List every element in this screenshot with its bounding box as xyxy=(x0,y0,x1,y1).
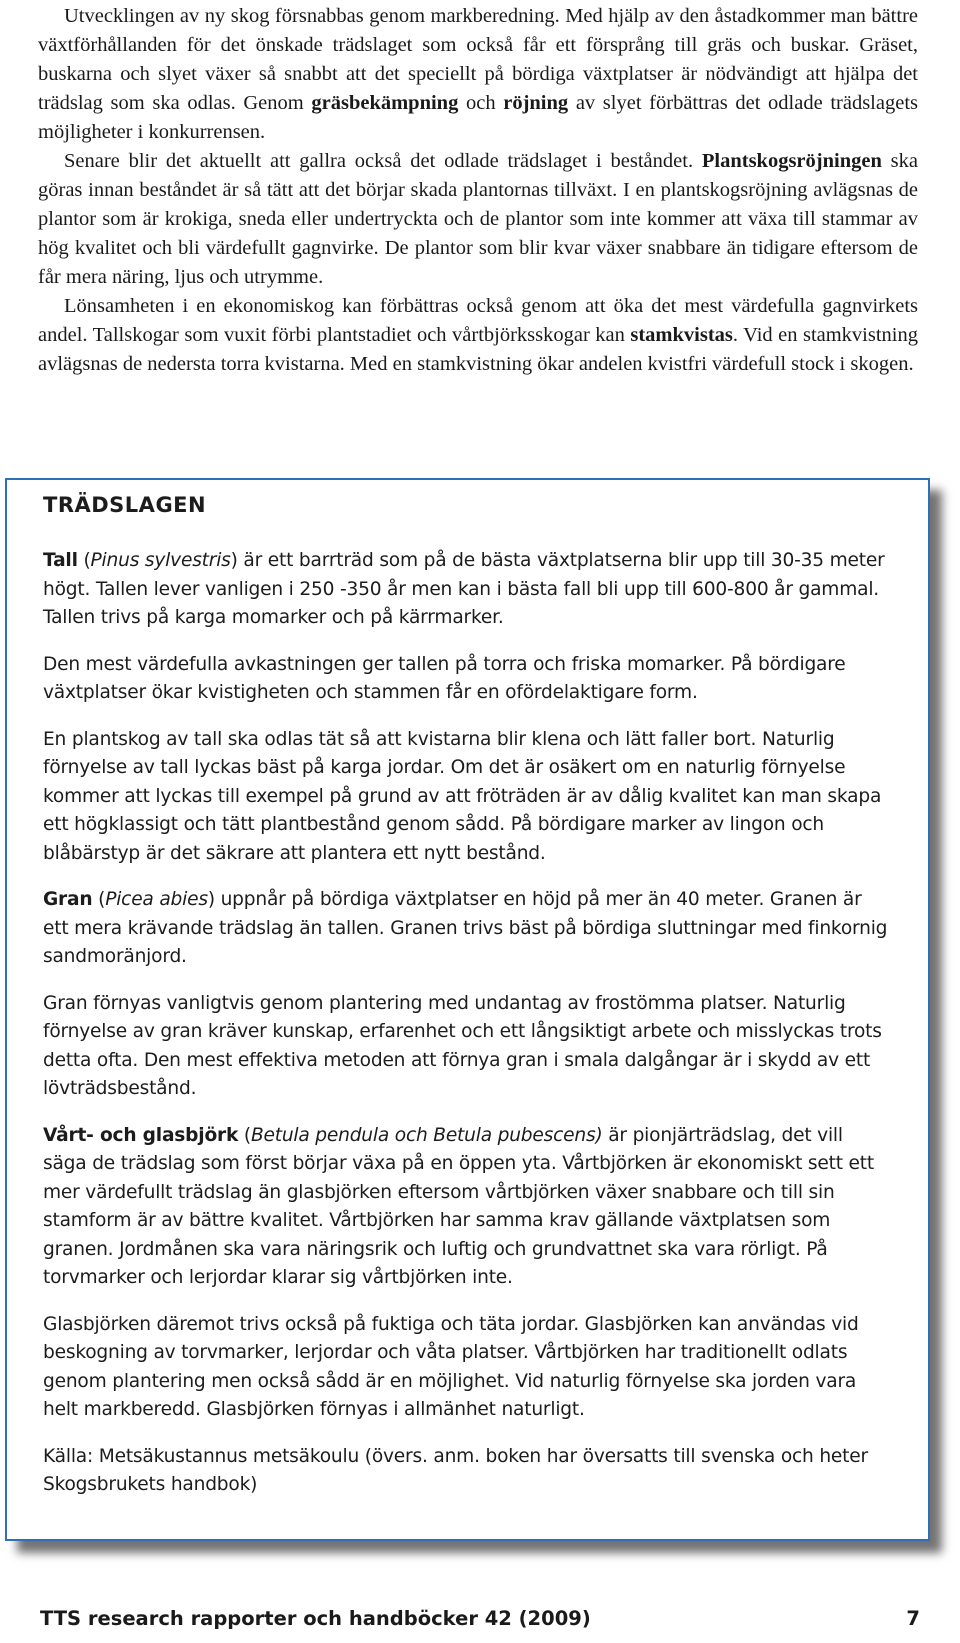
tree-species-box xyxy=(5,478,930,1541)
page-number: 7 xyxy=(906,1607,920,1630)
footer-title: TTS research rapporter och handböcker 42 (2009) xyxy=(40,1607,591,1630)
bjork-intro: Vårt- och glasbjörk (Betula pendula och Betula pubescens) är pionjärträdslag, det vill säga de trädslag som först börjar växa på en öppen yta. Vårtbjörken är ekonomiskt sett ett mer värdefullt trädslag än glasbjörken eftersom vårtbjörken växer snabbare och till sin stamform är av bättre kvalitet. Vårtbjörken har samma krav gällande växtplatsen som granen. Jordmånen ska vara näringsrik och luftig och grundvattnet ska vara rörligt. På torvmarker och lerjordar klarar sig vårtbjörken inte. xyxy=(43,1124,874,1288)
paragraph-stamkvistning: Lönsamheten i en ekonomiskog kan förbättras också genom att öka det mest värdefulla gagnvirkets andel. Tallskogar som vuxit förbi plantstadiet och vårtbjörksskogar kan stamkvistas. Vid en stamkvistning avlägsnas de nedersta torra kvistarna. Med en stamkvistning ökar andelen kvistfri värdefull stock i skogen. xyxy=(38,295,918,375)
tall-intro: Tall (Pinus sylvestris) är ett barrträd som på de bästa växtplatserna blir upp till 30-35 meter högt. Tallen lever vanligen i 250 -350 år men kan i bästa fall bli upp till 600-800 år gammal. Tallen trivs på karga momarker och på kärrmarker. xyxy=(43,550,885,628)
box-title: TRÄDSLAGEN xyxy=(43,493,207,517)
gran-intro: Gran (Picea abies) uppnår på bördiga växtplatser en höjd på mer än 40 meter. Granen är ett mera krävande trädslag än tallen. Granen trivs bäst på bördiga sluttningar med finkornig sandmoränjord. xyxy=(43,889,888,967)
source-note: Källa: Metsäkustannus metsäkoulu (övers. anm. boken har översatts till svenska och heter Skogsbrukets handbok) xyxy=(43,1445,868,1495)
body-text xyxy=(38,2,918,379)
glasbjork-text: Glasbjörken däremot trivs också på fuktiga och täta jordar. Glasbjörken kan användas vid beskogning av torvmarker, lerjordar och våta platser. Vårtbjörken har traditionellt odlats genom plantering men också sådd är en möjlighet. Vid naturlig förnyelse ska jorden vara helt markberedd. Glasbjörken förnyas i allmänhet naturligt. xyxy=(43,1313,859,1420)
tall-regeneration: En plantskog av tall ska odlas tät så att kvistarna blir klena och lätt faller bort. Naturlig förnyelse av tall lyckas bäst på karga jordar. Om det är osäkert om en naturlig förnyelse kommer att lyckas till exempel på grund av att fröträden är av dålig kvalitet kan man skapa ett högklassigt och tätt plantbestånd genom sådd. På bördigare marker av lingon och blåbärstyp är det säkrare att plantera ett nytt bestånd. xyxy=(43,728,882,864)
paragraph-markberedning: Utvecklingen av ny skog försnabbas genom markberedning. Med hjälp av den åstadkommer man bättre växtförhållanden för det önskade trädslaget som också får ett försprång till gräs och buskar. Gräset, buskarna och slyet växer så snabbt att det speciellt på bördiga växtplatser är nödvändigt att hjälpa det trädslag som ska odlas. Genom gräsbekämpning och röjning av slyet förbättras det odlade trädslagets möjligheter i konkurrensen. xyxy=(38,5,919,143)
gran-regeneration: Gran förnyas vanligtvis genom plantering med undantag av frostömma platser. Naturlig förnyelse av gran kräver kunskap, erfarenhet och ett långsiktigt arbete och misslyckas trots detta ofta. Den mest effektiva metoden att förnya gran i smala dalgångar är i skydd av ett lövträdsbestånd. xyxy=(43,992,882,1099)
page-footer xyxy=(40,1607,920,1630)
paragraph-plantskogsrojning: Senare blir det aktuellt att gallra också det odlade trädslaget i beståndet. Plantskogsröjningen ska göras innan beståndet är så tätt att det börjar skada plantornas tillväxt. I en plantskogsröjning avlägsnas de plantor som är krokiga, sneda eller undertryckta och de plantor som inte kommer att växa till stammar av hög kvalitet och bli värdefullt gagnvirke. De plantor som blir kvar växer snabbare än tidigare eftersom de får mera näring, ljus och utrymme. xyxy=(38,150,918,288)
tall-yield: Den mest värdefulla avkastningen ger tallen på torra och friska momarker. På bördigare växtplatser ökar kvistigheten och stammen får en ofördelaktigare form. xyxy=(43,653,846,703)
